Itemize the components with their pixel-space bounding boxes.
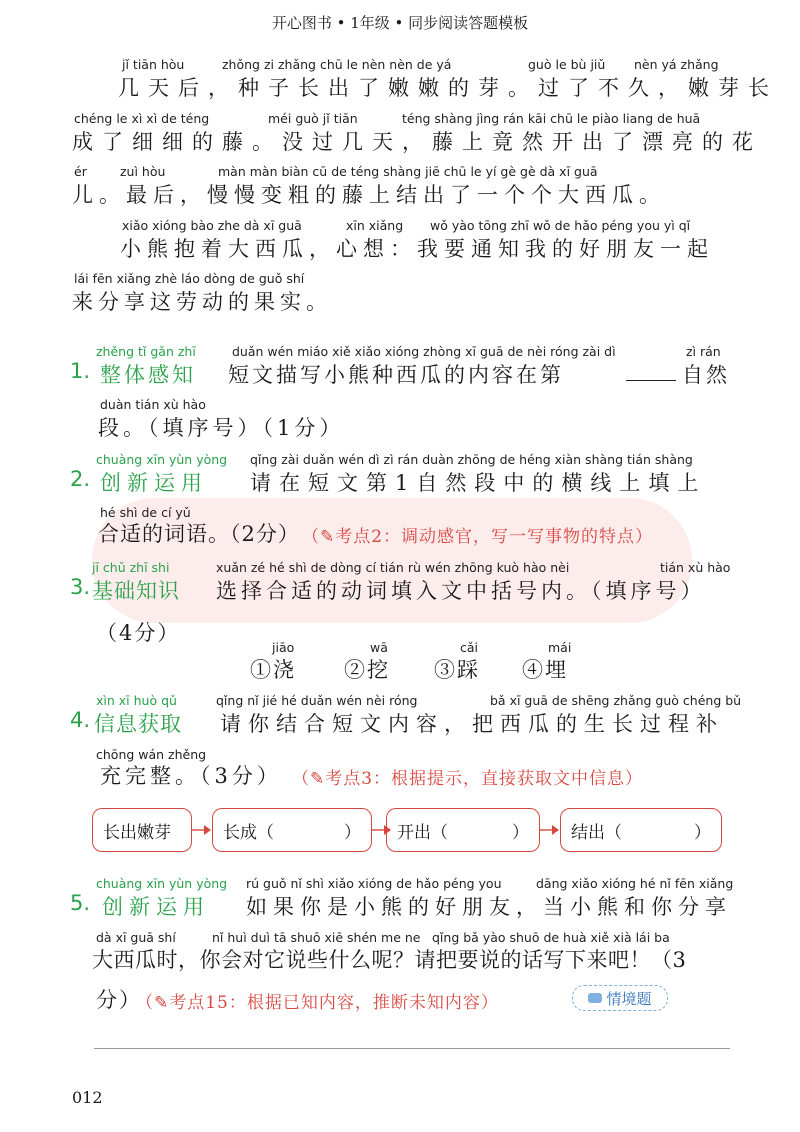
page-number: 012 bbox=[72, 1088, 103, 1107]
question-text: 充完整。（3分） bbox=[100, 764, 282, 788]
pinyin: tián xù hào bbox=[660, 560, 731, 575]
arrow-right-icon bbox=[192, 822, 212, 838]
pinyin: téng shàng jìng rán kāi chū le piào liang de huā bbox=[402, 111, 701, 126]
question-text: 请在短文第1自然段中的横线上填上 bbox=[250, 471, 707, 495]
pinyin: dà xī guā shí bbox=[96, 930, 176, 945]
pinyin: zuì hòu bbox=[120, 164, 166, 179]
flow-label: 长成（ bbox=[223, 822, 274, 843]
flow-box-flower[interactable] bbox=[386, 808, 540, 852]
pinyin: xuǎn zé hé shì de dòng cí tián rù wén zhōng kuò hào nèi bbox=[216, 560, 570, 575]
pinyin: zì rán bbox=[686, 344, 721, 359]
pinyin: qǐng bǎ yào shuō de huà xiě xià lái ba bbox=[432, 930, 670, 945]
tag-label: 情境题 bbox=[606, 989, 652, 1008]
question-text: 短文描写小熊种西瓜的内容在第 bbox=[228, 363, 564, 387]
question-label: 信息获取 bbox=[94, 712, 182, 736]
key-point-note: （✎考点15：根据已知内容，推断未知内容） bbox=[136, 993, 499, 1013]
flow-label: ） bbox=[344, 822, 361, 843]
footer-divider bbox=[94, 1048, 730, 1049]
pinyin: chuàng xīn yùn yòng bbox=[96, 876, 228, 891]
question-text: 如果你是小熊的好朋友，当小熊和你分享 bbox=[246, 895, 732, 919]
story-line: 成了细细的藤。没过几天，藤上竟然开出了漂亮的花 bbox=[72, 130, 762, 154]
page-header: 开心图书 • 1年级 • 同步阅读答题模板 bbox=[271, 14, 529, 32]
pinyin: xiǎo xióng bào zhe dà xī guā bbox=[122, 218, 302, 233]
question-text: 选择合适的动词填入文中括号内。（填序号） bbox=[216, 579, 706, 603]
pinyin: guò le bù jiǔ bbox=[528, 57, 606, 72]
pinyin: chōng wán zhěng bbox=[96, 747, 207, 762]
key-point-note: （✎考点3：根据提示，直接获取文中信息） bbox=[292, 769, 644, 789]
answer-blank[interactable] bbox=[626, 362, 676, 381]
story-line: 几天后，种子长出了嫩嫩的芽。过了不久，嫩芽长 bbox=[118, 76, 778, 100]
chat-icon bbox=[588, 993, 602, 1003]
flow-label: 长出嫩芽 bbox=[103, 822, 171, 843]
flow-box-sprout bbox=[92, 808, 192, 852]
question-label: 整体感知 bbox=[100, 363, 196, 387]
question-text: 大西瓜时，你会对它说些什么呢？请把要说的话写下来吧！（3 bbox=[92, 948, 687, 972]
question-label: 创新运用 bbox=[102, 895, 210, 919]
flow-box-vine[interactable] bbox=[212, 808, 372, 852]
question-text: 请你结合短文内容，把西瓜的生长过程补 bbox=[220, 712, 724, 736]
pinyin: jǐ tiān hòu bbox=[122, 57, 185, 72]
pinyin: méi guò jǐ tiān bbox=[268, 111, 358, 126]
pinyin: mái bbox=[548, 640, 572, 655]
pinyin: nǐ huì duì tā shuō xiē shén me ne bbox=[212, 930, 421, 945]
flow-label: 结出（ bbox=[571, 822, 622, 843]
story-line: 小熊抱着大西瓜，心想：我要通知我的好朋友一起 bbox=[120, 237, 714, 261]
story-line: 来分享这劳动的果实。 bbox=[72, 290, 332, 314]
question-number: 2. bbox=[70, 467, 91, 491]
pinyin: chéng le xì xì de téng bbox=[74, 111, 210, 126]
pinyin: zhǒng zi zhǎng chū le nèn nèn de yá bbox=[222, 57, 452, 72]
pinyin: nèn yá zhǎng bbox=[634, 57, 719, 72]
pinyin: hé shì de cí yǔ bbox=[100, 505, 191, 520]
pinyin: lái fēn xiǎng zhè láo dòng de guǒ shí bbox=[74, 271, 305, 286]
question-number: 5. bbox=[70, 891, 91, 915]
story-line: 儿。最后，慢慢变粗的藤上结出了一个个大西瓜。 bbox=[72, 183, 666, 207]
pinyin: rú guǒ nǐ shì xiǎo xióng de hǎo péng you bbox=[246, 876, 502, 891]
pinyin: ér bbox=[74, 164, 87, 179]
pinyin: duàn tián xù hào bbox=[100, 397, 206, 412]
question-text: 分） bbox=[96, 988, 142, 1012]
question-number: 3. bbox=[70, 575, 91, 599]
pinyin: qǐng zài duǎn wén dì zì rán duàn zhōng de héng xiàn shàng tián shàng bbox=[250, 452, 693, 467]
pinyin: zhěng tǐ gǎn zhī bbox=[96, 344, 196, 359]
option: ④埋 bbox=[522, 658, 568, 682]
option: ③踩 bbox=[434, 658, 480, 682]
pinyin: xīn xiǎng bbox=[346, 218, 404, 233]
flow-box-melon[interactable] bbox=[560, 808, 722, 852]
key-point-note: （✎考点2：调动感官，写一写事物的特点） bbox=[302, 527, 654, 547]
option: ①浇 bbox=[250, 658, 296, 682]
pinyin: màn màn biàn cū de téng shàng jiē chū le yí gè gè dà xī guā bbox=[218, 164, 598, 179]
pinyin: chuàng xīn yùn yòng bbox=[96, 452, 228, 467]
scenario-tag bbox=[572, 985, 668, 1011]
option: ②挖 bbox=[344, 658, 390, 682]
pinyin: jī chǔ zhī shi bbox=[92, 560, 170, 575]
pinyin: duǎn wén miáo xiě xiǎo xióng zhòng xī guā de nèi róng zài dì bbox=[232, 344, 616, 359]
question-label: 基础知识 bbox=[92, 579, 180, 603]
pinyin: bǎ xī guā de shēng zhǎng guò chéng bǔ bbox=[490, 693, 742, 708]
pinyin: xìn xī huò qǔ bbox=[96, 693, 177, 708]
pinyin: wǒ yào tōng zhī wǒ de hǎo péng you yì qǐ bbox=[430, 218, 691, 233]
pinyin: dāng xiǎo xióng hé nǐ fēn xiǎng bbox=[536, 876, 734, 891]
pinyin: wā bbox=[370, 640, 388, 655]
pinyin: cǎi bbox=[460, 640, 479, 655]
pinyin: jiāo bbox=[272, 640, 295, 655]
question-number: 4. bbox=[70, 708, 91, 732]
question-number: 1. bbox=[70, 359, 91, 383]
pinyin: qǐng nǐ jié hé duǎn wén nèi róng bbox=[216, 693, 418, 708]
question-text: 合适的词语。（2分） bbox=[98, 522, 300, 546]
flow-label: 开出（ bbox=[397, 822, 448, 843]
question-label: 创新运用 bbox=[100, 471, 208, 495]
flow-label: ） bbox=[694, 822, 711, 843]
arrow-right-icon bbox=[540, 822, 560, 838]
question-text: 段。（填序号）（1分） bbox=[98, 416, 345, 440]
question-text: 自然 bbox=[682, 363, 730, 387]
question-text: （4分） bbox=[96, 621, 181, 645]
flow-label: ） bbox=[512, 822, 529, 843]
